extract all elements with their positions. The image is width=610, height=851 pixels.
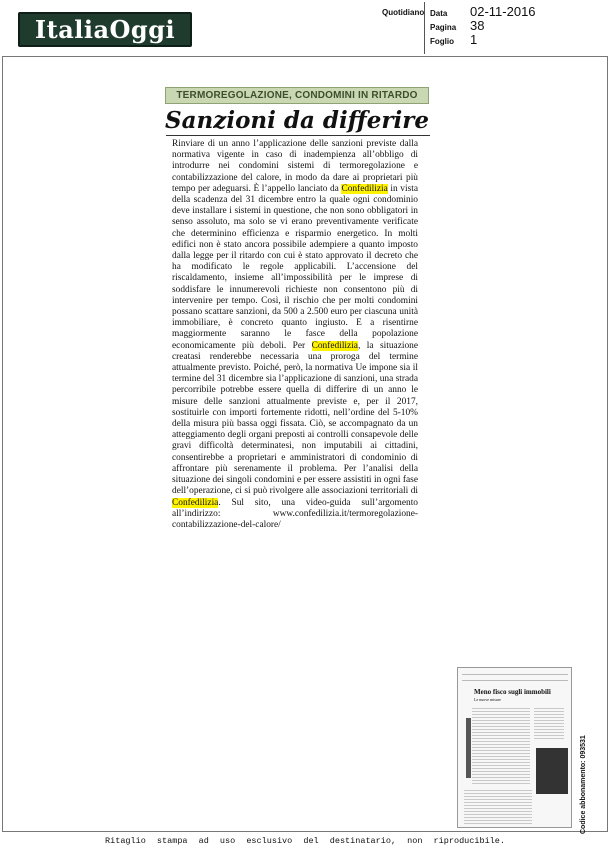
thumb-rule (462, 674, 568, 675)
meta-label: Pagina (430, 23, 457, 32)
thumb-title: Meno fisco sugli immobili (474, 688, 551, 696)
header-divider (424, 2, 425, 54)
body-text-run: Rinviare di un anno l’applicazione delle sanzioni previste dalla normativa vigente in caso di inadempienza all’obbligo di introdurre nei condomini sistemi di termoregolazione e contabilizzazione del calore, in modo da dare ai proprietari più tempo per adeguarsi. È l’appello lanciato da (172, 139, 418, 194)
article-kicker: TERMOREGOLAZIONE, CONDOMINI IN RITARDO (165, 87, 429, 104)
thumb-dark-box (536, 748, 568, 794)
thumb-rule (462, 680, 568, 681)
meta-row-page (430, 18, 536, 32)
highlighted-term: Confedilizia (172, 497, 219, 508)
article-body (172, 139, 418, 531)
meta-value: 1 (470, 32, 478, 47)
subscription-code: Codice abbonamento: 093531 (580, 735, 587, 834)
publication-type: Quotidiano (382, 8, 425, 17)
publication-logo (18, 12, 192, 47)
highlighted-term: Confedilizia (311, 340, 358, 351)
thumb-text-column (472, 708, 530, 786)
headline-rule (166, 135, 430, 136)
meta-value: 02-11-2016 (470, 4, 536, 19)
meta-label: Data (430, 9, 448, 18)
body-text-run: , la situazione creatasi renderebbe necessaria una proroga del termine attualmente previsto. Poiché, però, la normativa Ue impone sia il termine del 31 dicembre sia l’applicazione di sanzioni, una strada percorribile potrebbe essere quella di differire di un anno le misure delle sanzioni attualmente previste e, per il 2017, sostituirle con importi fortemente ridotti, nell’ordine del 5-10% della misura più bassa oggi fissata. Ciò, se accompagnato da un atteggiamento degli organi preposti ai controlli consapevole delle gravi difficoltà determinatesi, non imputabili ai cittadini, consentirebbe a proprietari e amministratori di condominio di affrontare più serenamente il problema. Per l’analisi della situazione dei singoli condomini e per essere assistiti in ogni fase dell’operazione, ci si può rivolgere alle associazioni territoriali di (172, 340, 418, 497)
body-text-run: . Sul sito, una video-guida sull’argomento all’indirizzo: www.confedilizia.it/termoregolazione-contabilizzazione-del-calore/ (172, 497, 418, 530)
thumb-subtitle: Le nuove misure (474, 697, 501, 702)
highlighted-term: Confedilizia (341, 183, 388, 194)
logo-text: ItaliaOggi (34, 15, 176, 44)
meta-label: Foglio (430, 37, 454, 46)
footer-notice: Ritaglio stampa ad uso esclusivo del destinatario, non riproducibile. (105, 836, 505, 846)
thumb-text-column (534, 708, 564, 740)
meta-value: 38 (470, 18, 485, 33)
thumb-sidebar (466, 718, 471, 778)
meta-row-sheet (430, 32, 536, 46)
page-thumbnail (457, 667, 572, 828)
metadata-block (430, 4, 536, 46)
body-text-run: in vista della scadenza del 31 dicembre entro la quale ogni condominio deve installare i sistemi in questione, che non sono obbligatori in senso assoluto, ma solo se vi erano preventivamente verificate che determinino efficienza e risparmio energetico. In molti edifici non è stato ancora possibile adempiere a quanto imposto dalla legge per il ritardo con cui è stato approvato il decreto che ha modificato le regole applicabili. L’accensione del riscaldamento, insieme all’impossibilità per le imprese di soddisfare le innumerevoli richieste non consentono più di intervenire per tempo. Così, il rischio che per molti condomini possano scattare sanzioni, da 500 a 2.500 euro per ciascuna unità immobiliare, è concreto quanto ingiusto. E a risentirne maggiormente saranno le fasce della popolazione economicamente più deboli. Per (172, 183, 418, 351)
meta-row-date (430, 4, 536, 18)
article-headline: Sanzioni da differire (165, 107, 429, 134)
thumb-text-column (464, 790, 532, 824)
